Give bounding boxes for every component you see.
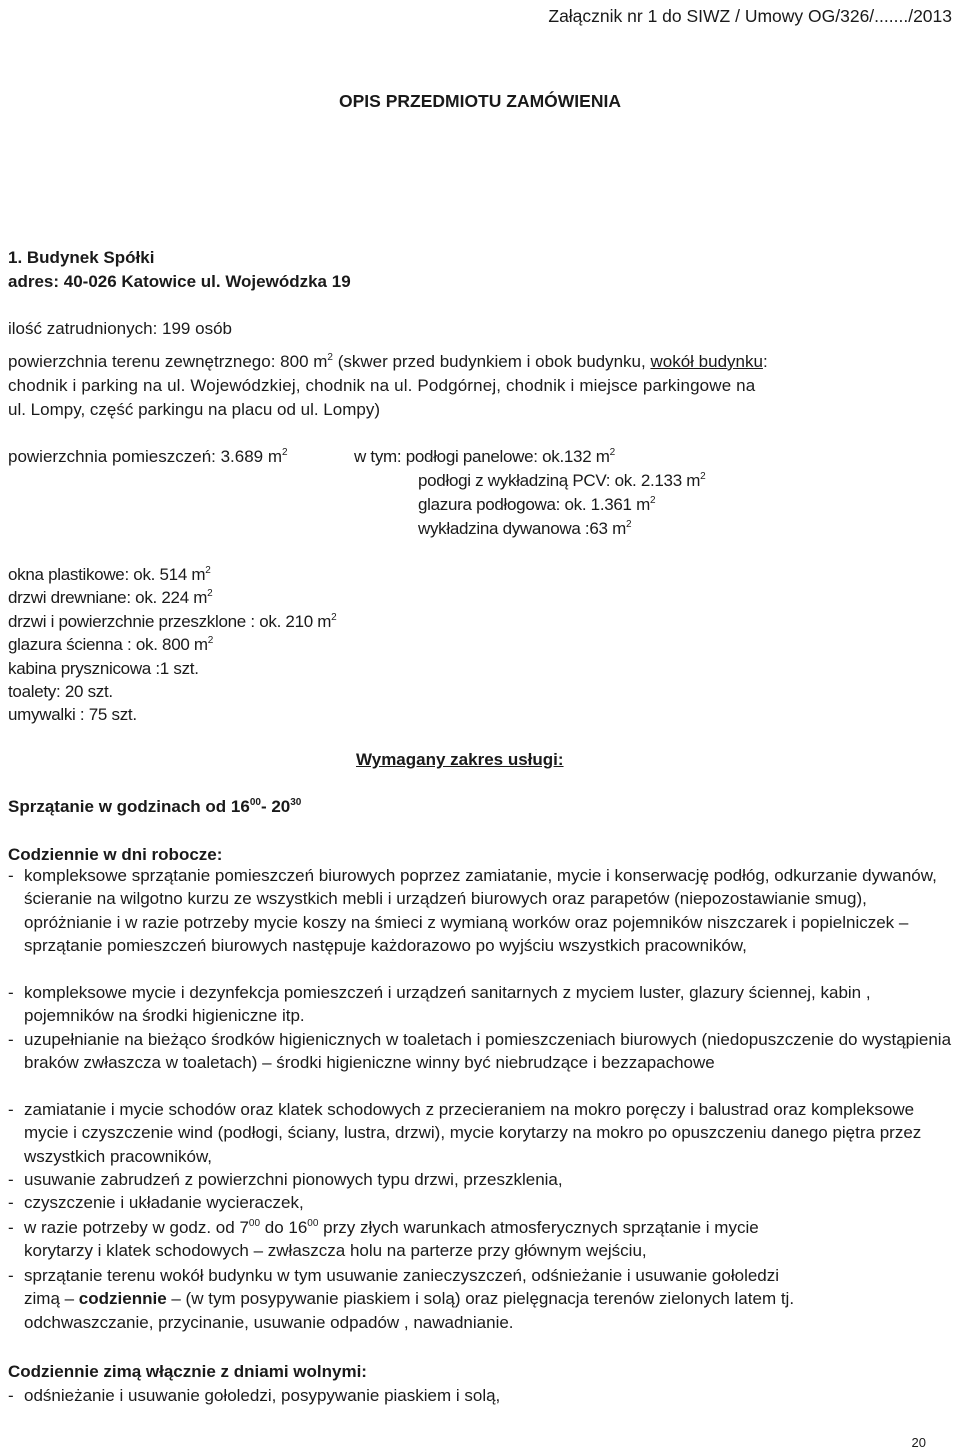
terrain-area-label: powierzchnia terenu zewnętrznego: 800 m [8,352,328,371]
superscript: 2 [282,447,288,458]
employee-count: ilość zatrudnionych: 199 osób [8,319,232,338]
spec-line [8,588,212,608]
daily-task-text: kompleksowe sprzątanie pomieszczeń biurowych poprzez zamiatanie, mycie i konserwację podłóg, odkurzanie dywanów, ścieranie na wilgotno kurzu ze wszystkich mebli i urządzeń biurowych oraz parapetów (niepozostawianie smug), opróżnianie i w razie potrzeby mycie koszy na śmieci z wymianą worków oraz pojemników niszczarek i popielniczek – sprzątanie pomieszczeń biurowych następuje każdorazowo po wyjściu wszystkich pracowników, [24,866,937,955]
rooms-line [418,471,705,491]
task-text-part: korytarzy i klatek schodowych – zwłaszcza holu na parterze przy głównym wejściu, [24,1241,647,1261]
daily-task [8,1216,954,1263]
superscript: 00 [249,797,261,808]
superscript: 2 [650,495,656,506]
winter-heading: Codziennie zimą włącznie z dniami wolnymi: [8,1362,367,1381]
daily-task [8,1098,954,1168]
daily-heading: Codziennie w dni robocze: [8,845,223,864]
rooms-total [8,447,288,467]
rooms-total-label: powierzchnia pomieszczeń: 3.689 m [8,447,283,466]
superscript: 2 [205,565,211,576]
spec-line [8,635,213,655]
superscript: 00 [307,1218,319,1229]
cleaning-hours-to: - 20 [260,797,291,816]
task-text-part: w razie potrzeby w godz. od 7 [24,1218,249,1237]
superscript: 2 [207,635,214,646]
winter-task-text: odśnieżanie i usuwanie gołoledzi, posypywanie piaskiem i solą, [24,1386,501,1405]
spec-line: kabina prysznicowa :1 szt. [8,659,199,678]
list-dash: - [8,1193,14,1212]
daily-task-text: kompleksowe mycie i dezynfekcja pomieszczeń i urządzeń sanitarnych z myciem luster, glazury ściennej, kabin , pojemników na środki higieniczne itp. [24,983,871,1026]
spec-line-label: glazura ścienna : ok. 800 m [8,635,208,654]
list-dash: - [8,983,14,1002]
rooms-line-label: glazura podłogowa: ok. 1.361 m [418,495,650,514]
terrain-area [8,352,768,372]
daily-task [8,1264,954,1334]
task-text-part: zimą – [24,1289,79,1309]
daily-task [8,1028,954,1075]
task-text-bold: codziennie [78,1289,167,1309]
daily-task-text: usuwanie zabrudzeń z powierzchni pionowych typu drzwi, przeszklenia, [24,1170,563,1189]
daily-task [8,864,954,957]
list-dash: - [8,1386,14,1405]
spec-line: toalety: 20 szt. [8,682,113,701]
spec-line: umywalki : 75 szt. [8,705,137,724]
task-text-part: sprzątanie terenu wokół budynku w tym usuwanie zanieczyszczeń, odśnieżanie i usuwanie gołoledzi [24,1266,780,1285]
rooms-line-label: wykładzina dywanowa :63 m [418,519,626,538]
document-header: Załącznik nr 1 do SIWZ / Umowy OG/326/......./2013 [548,6,952,26]
list-dash: - [8,1170,14,1189]
daily-task-text: czyszczenie i układanie wycieraczek, [24,1193,304,1212]
superscript: 2 [207,588,213,599]
spec-line-label: okna plastikowe: ok. 514 m [8,565,206,584]
list-dash: - [8,1266,14,1285]
rooms-intro-label: w tym: podłogi panelowe: ok.132 m [354,447,610,466]
superscript: 2 [609,447,615,458]
building-heading: 1. Budynek Spółki [8,248,155,267]
spec-line-label: drzwi i powierzchnie przeszklone : ok. 210 m [8,612,332,631]
list-dash: - [8,1218,14,1237]
building-address: adres: 40-026 Katowice ul. Wojewódzka 19 [8,272,351,291]
rooms-line [418,519,631,539]
superscript: 2 [700,471,706,482]
cleaning-hours-label: Sprzątanie w godzinach od 16 [8,797,250,816]
daily-task-text: uzupełnianie na bieżąco środków higienicznych w toaletach i pomieszczeniach biurowych (niedopuszczenie do wystąpienia braków zwłaszcza w toaletach) – środki higieniczne winny być niebrudzące i bezzapachowe [24,1030,952,1073]
daily-task [8,981,954,1028]
list-dash: - [8,866,14,885]
page-title: OPIS PRZEDMIOTU ZAMÓWIENIA [339,91,621,111]
task-text-part: – (w tym posypywanie piaskiem i solą) oraz pielęgnacja terenów zielonych latem tj. [166,1289,795,1309]
spec-line-label: drzwi drewniane: ok. 224 m [8,588,208,607]
terrain-area-desc: (skwer przed budynkiem i obok budynku, [332,352,651,371]
rooms-intro [354,447,615,467]
daily-task-text: zamiatanie i mycie schodów oraz klatek schodowych z przecieraniem na mokro poręczy i balustrad oraz kompleksowe mycie i czyszczenie wind (podłogi, ściany, lustra, drzwi), mycie korytarzy na mokro po opuszczeniu danego piętra przez wszystkich pracowników, [24,1100,922,1166]
daily-task [8,1168,954,1191]
superscript: 2 [327,352,333,363]
daily-task-text [8,1264,954,1334]
superscript: 30 [290,797,302,808]
task-text-part: odchwaszczanie, przycinanie, usuwanie odpadów , nawadnianie. [24,1312,514,1332]
terrain-area-line2: chodnik i parking na ul. Wojewódzkiej, chodnik na ul. Podgórnej, chodnik i miejsce parkingowe na [8,376,756,395]
cleaning-hours [8,797,301,817]
rooms-line-label: podłogi z wykładziną PCV: ok. 2.133 m [418,471,701,490]
task-text-part: do 16 [260,1218,308,1237]
terrain-area-colon: : [762,352,768,371]
rooms-line [418,495,655,515]
terrain-area-underlined: wokół budynku [650,352,763,371]
list-dash: - [8,1100,14,1119]
superscript: 00 [248,1218,261,1229]
scope-heading: Wymagany zakres usługi: [356,750,564,769]
superscript: 2 [331,612,337,623]
daily-task [8,1191,954,1214]
daily-task-text [8,1216,954,1263]
spec-line [8,612,336,632]
terrain-area-line3: ul. Lompy, część parkingu na placu od ul. Lompy) [8,400,380,419]
page-number: 20 [911,1435,926,1450]
superscript: 2 [625,519,632,530]
list-dash: - [8,1030,14,1049]
spec-line [8,565,211,585]
winter-task [8,1384,954,1407]
task-text-part: przy złych warunkach atmosferycznych sprzątanie i mycie [318,1218,759,1237]
